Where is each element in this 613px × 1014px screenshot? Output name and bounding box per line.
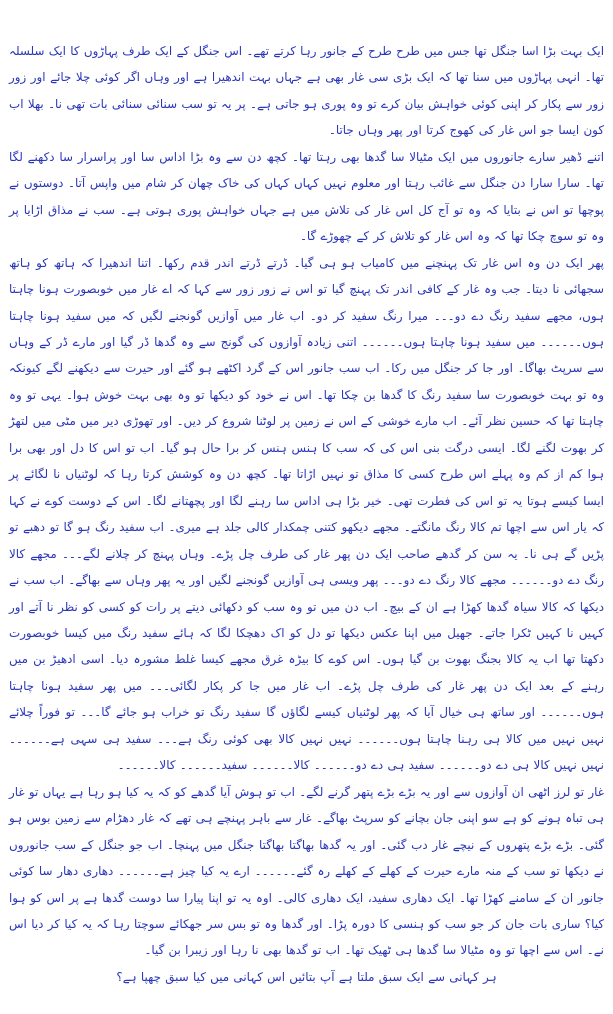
story-paragraph-4: غار تو لرز اٹھی ان آوازوں سے اور یہ بڑے بڑے پتھر گرنے لگے۔ اب تو ہوش آیا گدھے کو کہ یہ کیا ہو رہا ہے یہاں تو غار ہی تباہ ہونے کو ہے سو اپنی جان بچانے کو سرپٹ بھاگے۔ غار سے باہر پہنچے ہی تھے کہ غار دھڑام سے زمین بوس ہو گئی۔ بڑے بڑے پتھروں کے نیچے غار دب گئی۔ اور یہ گدھا بھاگتا بھاگتا جنگل میں پہنچا۔ اب جو جنگل کے سب جانوروں نے دیکھا تو سب کے منہ مارے حیرت کے کھلے کے کھلے رہ گئے۔۔۔۔۔۔ ارے یہ کیا چیز ہے۔۔۔۔۔۔ دھاری دھار سا کوئی جانور ان کے سامنے کھڑا تھا۔ ایک دھاری سفید، ایک دھاری کالی۔ اوہ یہ تو اپنا پیارا سا دوست گدھا ہے پر اس کو ہوا کیا؟ ساری بات جان کر جو سب کو ہنسی کا دورہ پڑا۔ اور گدھا وہ تو بس سر جھکائے سوچتا رہا کہ یہ کیا کر دیا اس نے۔ اس سے اچھا تو وہ مٹیالا سا گدھا ہی ٹھیک تھا۔ اب تو گدھا بھی نا رہا اور زیبرا بن گیا۔ bbox=[9, 784, 604, 958]
story-paragraph-1: ایک بہت بڑا اسا جنگل تھا جس میں طرح طرح کے جانور رہا کرتے تھے۔ اس جنگل کے ایک طرف پہاڑوں کا ایک سلسلہ تھا۔ انہی پہاڑوں میں سنا تھا کہ ایک بڑی سی غار بھی ہے جہاں بہت اندھیرا ہے اور وہاں اگر کوئی چلا جائے اور زور زور سے پکار کر اپنی کوئی خواہش بیان کرے تو وہ پوری ہو جاتی ہے۔ پر یہ تو سب سنائی سنائی بات تھی نا۔ بھلا اب کون ایسا جو اس غار کی کھوج کرتا اور پھر وہاں جاتا۔ bbox=[9, 44, 604, 138]
story-paragraph-2: اتنے ڈھیر سارے جانوروں میں ایک مٹیالا سا گدھا بھی رہتا تھا۔ کچھ دن سے وہ بڑا اداس سا اور پراسرار سا دکھنے لگا تھا۔ سارا سارا دن جنگل سے غائب رہتا اور معلوم نہیں کہاں کہاں کی خاک چھان کر شام میں واپس آتا۔ دوستوں نے پوچھا تو اس نے بتایا کہ وہ تو آج کل اس غار کی تلاش میں ہے جہاں خواہش پوری ہوتی ہے۔ سب نے مذاق اڑایا پر وہ تو سوچ چکا تھا کہ وہ اس غار کو تلاش کر کے چھوڑے گا۔ bbox=[9, 149, 604, 244]
story-paragraph-3: پھر ایک دن وہ اس غار تک پہنچنے میں کامیاب ہو ہی گیا۔ ڈرتے ڈرتے اندر قدم رکھا۔ اتنا اندھیرا کہ ہاتھ کو ہاتھ سجھائی نا دیتا۔ جب وہ غار کے کافی اندر تک پہنچ گیا تو اس نے زور زور سے کہا کہ اے غار میں خوبصورت ہونا چاہتا ہوں، مجھے سفید رنگ دے دو۔۔۔ میرا رنگ سفید کر دو۔ اب غار میں آوازیں گونجنے لگیں کہ میں سفید ہونا چاہتا ہوں۔۔۔۔۔۔ میں سفید ہونا چاہتا ہوں۔۔۔۔۔۔ اتنی زیادہ آوازوں کی گونج سے وہ گدھا ڈر گیا اور مارے ڈر کے وہاں سے سرپٹ بھاگا۔ اور جا کر جنگل میں رکا۔ اب سب جانور اس کے گرد اکٹھے ہو گئے اور حیرت سے دیکھنے لگے کیونکہ وہ تو بہت خوبصورت سا سفید رنگ کا گدھا بن چکا تھا۔ اس نے خود کو دیکھا تو وہ بھی بہت خوش ہوا۔ یہی تو وہ چاہتا تھا کہ حسین نظر آئے۔ اب مارے خوشی کے اس نے زمین پر لوٹنا شروع کر دیں۔ اور تھوڑی دیر میں مٹی میں لتھڑ کر بھوت لگنے لگا۔ ایسی درگت بنی اس کی کہ سب کا ہنس ہنس کر برا حال ہو گیا۔ اب تو اس کا دل اور بھی برا ہوا کم از کم وہ پہلے اس طرح کسی کا مذاق تو نہیں اڑاتا تھا۔ کچھ دن وہ کوشش کرتا رہا کہ لوٹنیاں نا لگائے پر ایسا کیسے ہوتا یہ تو اس کی فطرت تھی۔ خیر بڑا ہی اداس سا رہنے لگا اور پچھتانے لگا۔ اس کے دوست کوے نے کہا کہ یار اس سے اچھا تم کالا رنگ مانگتے۔ مجھے دیکھو کتنی چمکدار کالی جلد ہے میری۔ اب سفید رنگ ہو گا تو دھبے تو پڑیں گے ہی نا۔ یہ سن کر گدھے صاحب ایک دن پھر غار کی طرف چل پڑے۔ وہاں پہنچ کر چلانے لگے۔۔۔ مجھے کالا رنگ دے دو۔۔۔۔۔۔ مجھے کالا رنگ دے دو۔۔۔ پھر ویسی ہی آوازیں گونجنے لگیں اور یہ پھر وہاں سے بھاگے۔ اب سب نے دیکھا کہ کالا سیاہ گدھا کھڑا ہے ان کے بیچ۔ اب دن میں تو وہ سب کو دکھائی دیتے پر رات کو کسی کو نظر نا آتے اور کہیں نا کہیں ٹکرا جاتے۔ جھیل میں اپنا عکس دیکھا تو دل کو اک دھچکا لگا کہ ہائے سفید رنگ میں کیسا خوبصورت دکھتا تھا اب یہ کالا بجنگ بھوت بن گیا ہوں۔ اس کوے کا بیڑہ غرق مجھے کیسا غلط مشورہ دیا۔ اسی ادھیڑ بن میں رہنے کے بعد ایک دن پھر غار کی طرف چل پڑے۔ اب غار میں جا کر پکار لگائی۔۔۔ میں پھر سفید ہونا چاہتا ہوں۔۔۔۔۔۔ اور ساتھ ہی خیال آیا کہ پھر لوٹنیاں کیسے لگاؤں گا سفید رنگ تو خراب ہو جائے گا۔۔۔ تو فوراً چلائے نہیں نہیں میں کالا ہی رہنا چاہتا ہوں۔۔۔۔۔۔ نہیں نہیں کالا بھی کوئی رنگ ہے۔۔۔ سفید ہی سہی ہے۔۔۔۔۔۔ نہیں نہیں کالا ہی دے دو۔۔۔۔۔۔ سفید ہی دے دو۔۔۔۔۔۔ کالا۔۔۔۔۔۔ سفید۔۔۔۔۔۔ کالا۔۔۔۔۔۔ bbox=[9, 255, 604, 773]
story-closing-question: ہر کہانی سے ایک سبق ملتا ہے آپ بتائیں اس کہانی میں کیا سبق چھپا ہے؟ bbox=[116, 969, 497, 984]
